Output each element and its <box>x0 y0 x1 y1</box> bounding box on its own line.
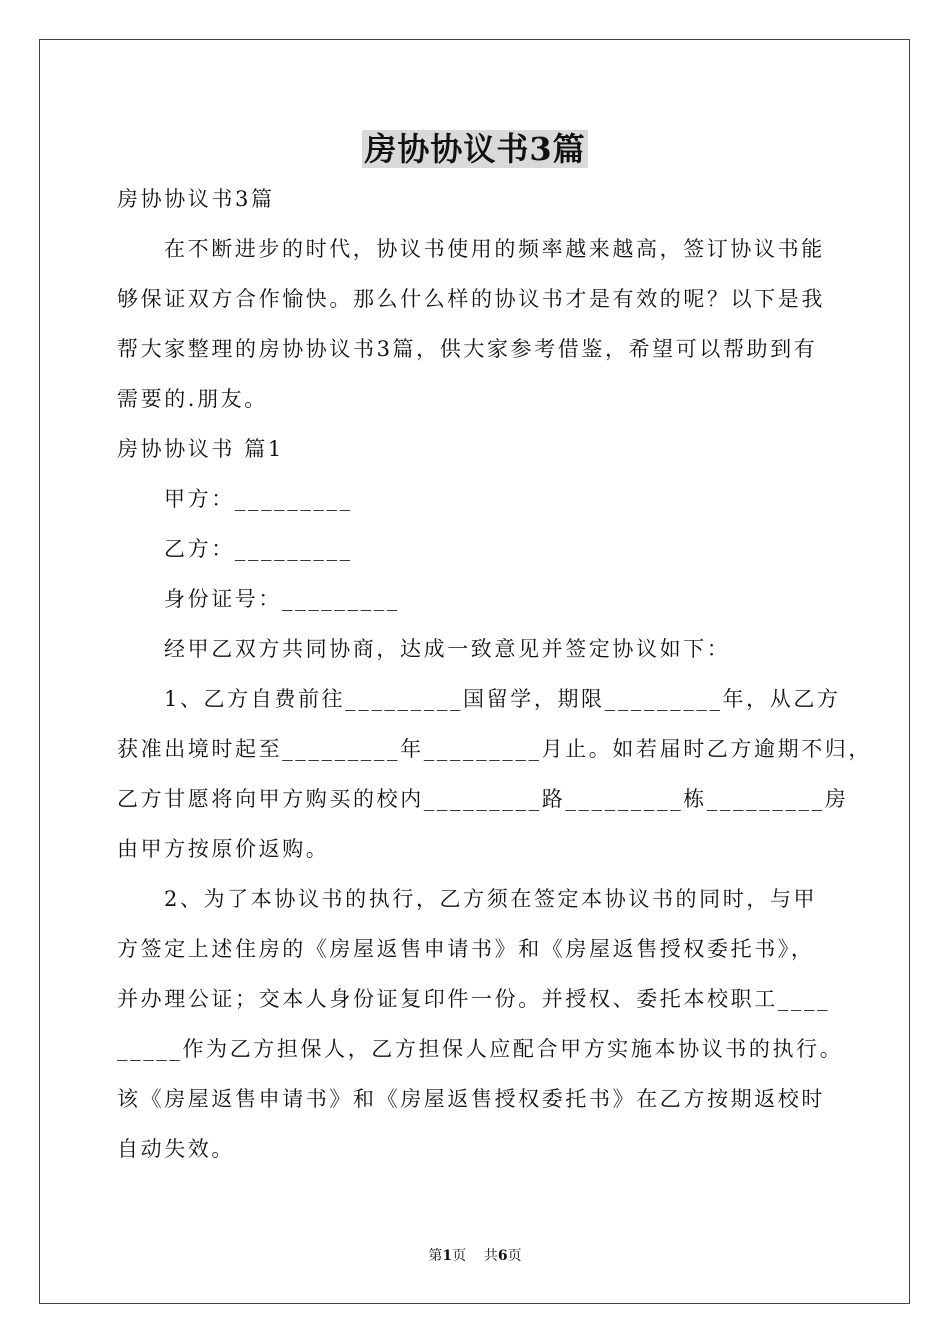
footer-page-number: 1 <box>442 1248 453 1264</box>
clause-2-line: 自动失效。 <box>117 1137 235 1161</box>
clause-1-line: 1、乙方自费前往_________国留学，期限_________年，从乙方 <box>164 687 841 711</box>
clause-1-line: 获准出境时起至_________年_________月止。如若届时乙方逾期不归， <box>117 737 872 761</box>
footer-total-suffix: 页 <box>507 1248 522 1264</box>
clause-2-line: _____作为乙方担保人，乙方担保人应配合甲方实施本协议书的执行。 <box>117 1037 844 1061</box>
footer-page-suffix: 页 <box>452 1248 467 1264</box>
clause-2-line: 该《房屋返售申请书》和《房屋返售授权委托书》在乙方按期返校时 <box>117 1087 825 1111</box>
document-title-text: 房协协议书3篇 <box>364 130 586 168</box>
body-line: 经甲乙双方共同协商，达成一致意见并签定协议如下： <box>164 637 731 661</box>
footer-total-prefix: 共 <box>483 1248 498 1264</box>
clause-2-line: 方签定上述住房的《房屋返售申请书》和《房屋返售授权委托书》， <box>117 937 815 961</box>
clause-2-line: 并办理公证；交本人身份证复印件一份。并授权、委托本校职工____ <box>117 987 831 1011</box>
clause-2-line: 2、为了本协议书的执行，乙方须在签定本协议书的同时，与甲 <box>164 887 818 911</box>
page-border <box>39 39 910 1304</box>
party-b-line: 乙方：_________ <box>164 537 353 561</box>
body-line: 在不断进步的时代，协议书使用的频率越来越高，签订协议书能 <box>164 237 825 261</box>
footer-page-prefix: 第 <box>428 1248 443 1264</box>
id-number-line: 身份证号：_________ <box>164 587 400 611</box>
section-heading: 房协协议书 篇1 <box>117 437 284 461</box>
document-title <box>0 126 950 172</box>
body-line: 帮大家整理的房协协议书3篇，供大家参考借鉴，希望可以帮助到有 <box>117 337 818 361</box>
clause-1-line: 由甲方按原价返购。 <box>117 837 330 861</box>
page-footer <box>0 1246 950 1266</box>
party-a-line: 甲方：_________ <box>164 487 353 511</box>
subtitle-line: 房协协议书3篇 <box>117 187 275 211</box>
footer-total-pages: 6 <box>497 1248 508 1264</box>
clause-1-line: 乙方甘愿将向甲方购买的校内_________路_________栋_________房 <box>117 787 849 811</box>
body-line: 需要的.朋友。 <box>117 387 268 411</box>
body-line: 够保证双方合作愉快。那么什么样的协议书才是有效的呢？以下是我 <box>117 287 825 311</box>
